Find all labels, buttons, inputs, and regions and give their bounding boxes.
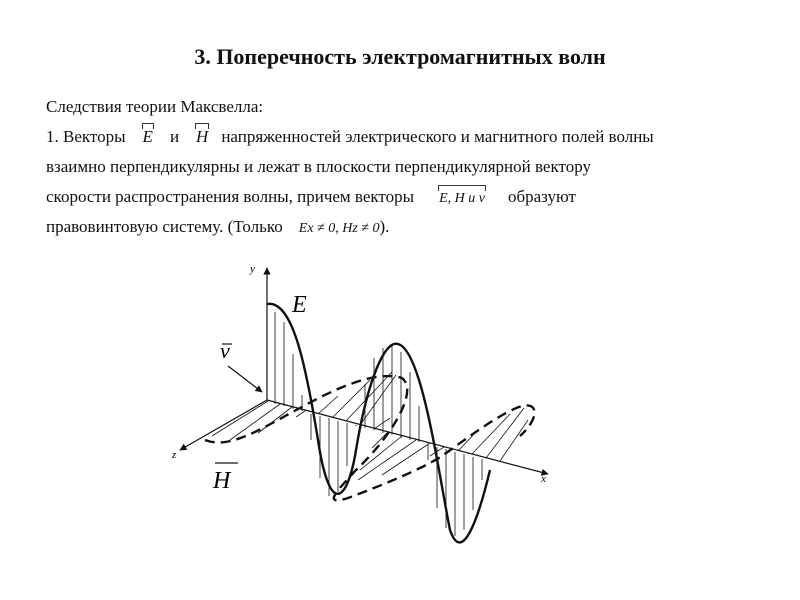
line-4-suffix: образуют xyxy=(507,187,576,206)
line-4-prefix: скорости распространения волны, причем векторы xyxy=(46,187,415,206)
h-label: H xyxy=(213,468,231,494)
page-title: 3. Поперечность электромагнитных волн xyxy=(194,44,606,69)
line-5-prefix: правовинтовую систему. (Только xyxy=(46,217,283,236)
axis-y-label: y xyxy=(250,263,255,275)
formula-components: Ex ≠ 0, Hz ≠ 0 xyxy=(298,221,380,236)
h-wave-curve xyxy=(205,376,535,500)
line-2-suffix: напряженностей электрического и магнитного полей волны xyxy=(221,127,654,146)
line-2-and: и xyxy=(169,127,180,146)
vector-e-symbol: E xyxy=(140,122,156,152)
axis-x-label: x xyxy=(541,473,546,485)
x-axis xyxy=(267,400,548,474)
vector-h-symbol: H xyxy=(193,122,211,152)
e-field-vectors xyxy=(275,312,482,536)
line-5-suffix: ). xyxy=(379,217,390,236)
line-3: взаимно перпендикулярны и лежат в плоскости перпендикулярной вектору xyxy=(46,157,591,176)
e-label: E xyxy=(292,292,307,318)
axis-z-label: z xyxy=(172,449,177,461)
e-wave-curve xyxy=(267,304,490,543)
formula-ehv: E, H и v xyxy=(436,184,488,214)
v-label: v xyxy=(220,338,230,363)
line-1: Следствия теории Максвелла: xyxy=(46,97,264,116)
line-2-prefix: 1. Векторы xyxy=(46,127,126,146)
velocity-arrow xyxy=(228,366,262,392)
